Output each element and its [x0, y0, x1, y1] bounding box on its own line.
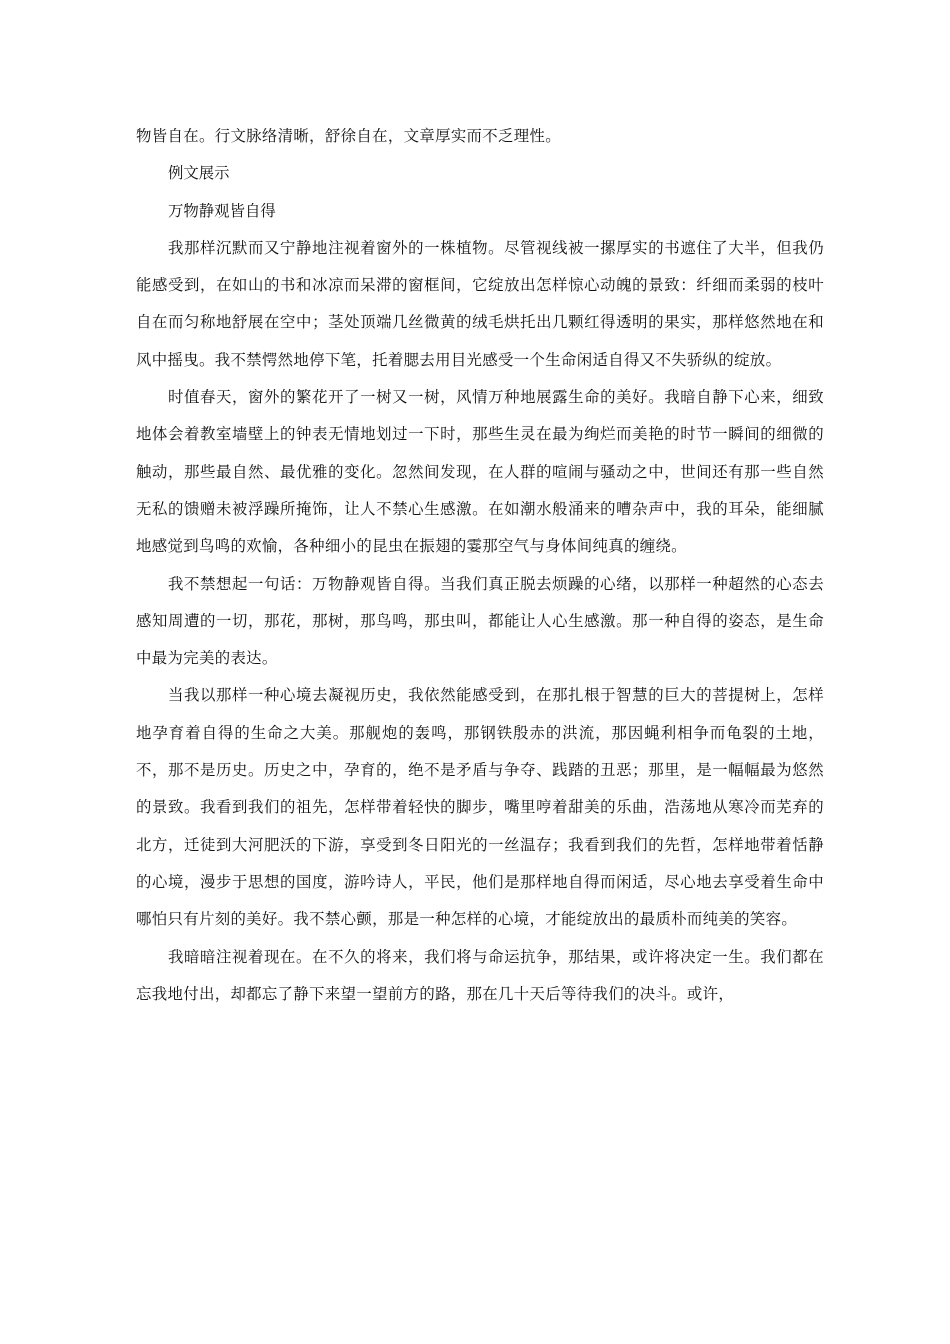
document-page: [136, 118, 824, 1013]
essay-paragraph-1: 我那样沉默而又宁静地注视着窗外的一株植物。尽管视线被一摞厚实的书遮住了大半，但我仍能感受到，在如山的书和冰凉而呆滞的窗框间，它绽放出怎样惊心动魄的景致：纤细而柔弱的枝叶自在而匀称地舒展在空中；茎处顶端几丝微黄的绒毛烘托出几颗红得透明的果实，那样悠然地在和风中摇曳。我不禁愕然地停下笔，托着腮去用目光感受一个生命闲适自得又不失骄纵的绽放。: [136, 238, 824, 369]
essay-paragraph-5: 我暗暗注视着现在。在不久的将来，我们将与命运抗争，那结果，或许将决定一生。我们都在忘我地付出，却都忘了静下来望一望前方的路，那在几十天后等待我们的决斗。或许，: [136, 947, 824, 1003]
intro-tail-text: 物皆自在。行文脉络清晰，舒徐自在，文章厚实而不乏理性。: [136, 127, 561, 145]
essay-paragraph-4: 当我以那样一种心境去凝视历史，我依然能感受到，在那扎根于智慧的巨大的菩提树上，怎样地孕育着自得的生命之大美。那舰炮的轰鸣，那钢铁殷赤的洪流，那因蝇利相争而龟裂的土地，不，那不是历史。历史之中，孕育的，绝不是矛盾与争夺、践踏的丑恶；那里，是一幅幅最为悠然的景致。我看到我们的祖先，怎样带着轻快的脚步，嘴里哼着甜美的乐曲，浩荡地从寒冷而芜弃的北方，迁徒到大河肥沃的下游，享受到冬日阳光的一丝温存；我看到我们的先哲，怎样地带着恬静的心境，漫步于思想的国度，游吟诗人，平民，他们是那样地自得而闲适，尽心地去享受着生命中哪怕只有片刻的美好。我不禁心颤，那是一种怎样的心境，才能绽放出的最质朴而纯美的笑容。: [136, 686, 824, 929]
essay-paragraph-3: 我不禁想起一句话：万物静观皆自得。当我们真正脱去烦躁的心绪，以那样一种超然的心态去感知周遭的一切，那花，那树，那鸟鸣，那虫叫，都能让人心生感激。那一种自得的姿态，是生命中最为完美的表达。: [136, 574, 824, 668]
essay-paragraph-2: 时值春天，窗外的繁花开了一树又一树，风情万种地展露生命的美好。我暗自静下心来，细致地体会着教室墙壁上的钟表无情地划过一下时，那些生灵在最为绚烂而美艳的时节一瞬间的细微的触动，那些最自然、最优雅的变化。忽然间发现，在人群的喧闹与骚动之中，世间还有那一些自然无私的馈赠未被浮躁所掩饰，让人不禁心生感激。在如潮水般涌来的嘈杂声中，我的耳朵，能细腻地感觉到鸟鸣的欢愉，各种细小的昆虫在振翅的霎那空气与身体间纯真的缠绕。: [136, 388, 824, 556]
section-label: 例文展示: [168, 164, 230, 183]
essay-title: 万物静观皆自得: [168, 201, 276, 220]
